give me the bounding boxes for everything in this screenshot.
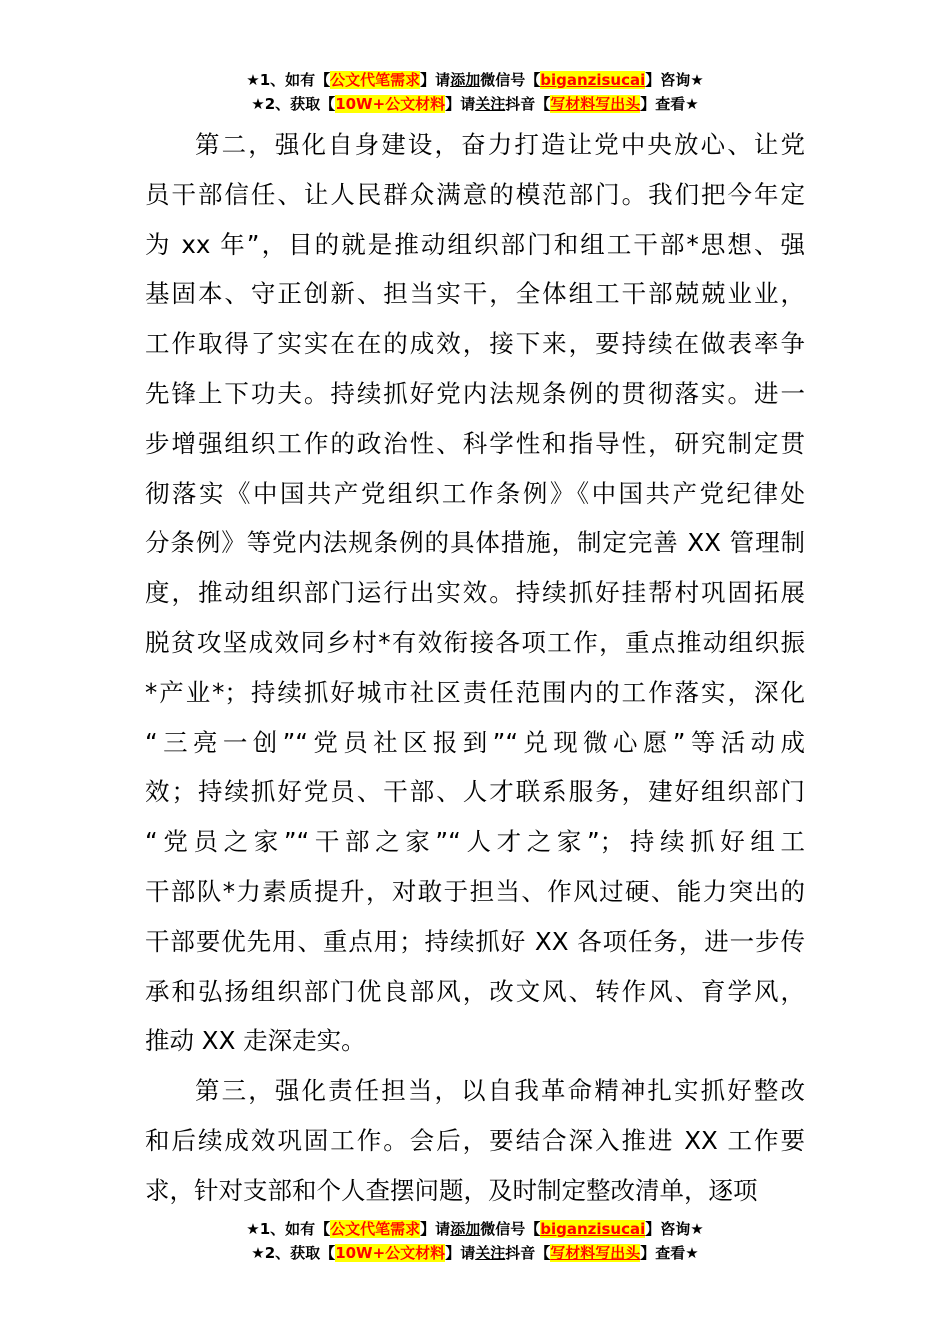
wechat-id: biganzisucai [540,1220,646,1238]
text-line: 第二，强化自身建设，奋力打造让党中央放心、让党 [195,130,805,159]
text-line: 度，推动组织部门运行出实效。持续抓好挂帮村巩固拓展 [145,578,805,608]
text: 抖音【 [505,95,551,113]
text-line: 基固本、守正创新、担当实干，全体组工干部兢兢业业， [145,279,805,309]
text-line: 脱贫攻坚成效同乡村*有效衔接各项工作，重点推动组织振 [145,627,805,657]
text: ★2、获取【 [251,1244,336,1262]
text: 】请 [445,1244,476,1262]
promo-line-1 [0,68,950,92]
text-line: 承和弘扬组织部门优良部风，改文风、转作风、育学风， [145,976,805,1006]
text: ★1、如有【 [246,71,331,89]
promo-banner-top [0,68,950,116]
text: 微信号【 [480,1220,541,1238]
text: 】请 [420,71,451,89]
text-line: 分条例》等党内法规条例的具体措施，制定完善 XX 管理制 [145,528,805,558]
underline-text: 添加 [450,71,481,89]
text-line: “党员之家”“干部之家”“人才之家”；持续抓好组工 [145,827,805,857]
promo-line-2 [0,92,950,116]
text-line: 求，针对支部和个人查摆问题，及时制定整改清单，逐项 [145,1175,758,1205]
text-line: 干部队*力素质提升，对敢于担当、作风过硬、能力突出的 [145,876,805,906]
text: ★1、如有【 [246,1220,331,1238]
text-line: 第三，强化责任担当，以自我革命精神扎实抓好整改 [195,1076,805,1106]
text-line: “三亮一创”“党员社区报到”“兑现微心愿”等活动成 [145,727,805,757]
text-line: 彻落实《中国共产党组织工作条例》《中国共产党纪律处 [145,478,805,508]
text-line: 先锋上下功夫。持续抓好党内法规条例的贯彻落实。进一 [145,378,805,408]
underline-text: 添加 [450,1220,481,1238]
text: 】请 [420,1220,451,1238]
highlight: 公文代笔需求 [330,71,421,89]
underline-text: 关注 [475,1244,506,1262]
text: 】查看★ [640,1244,699,1262]
text: 】查看★ [640,95,699,113]
text: 】请 [445,95,476,113]
text: 】咨询★ [645,71,704,89]
promo-line-1 [0,1217,950,1241]
text: ★2、获取【 [251,95,336,113]
highlight: 公文代笔需求 [330,1220,421,1238]
underline-text: 关注 [475,95,506,113]
promo-line-2 [0,1241,950,1265]
body-text [145,120,805,1216]
highlight: 10W+公文材料 [335,95,446,113]
text: 】咨询★ [645,1220,704,1238]
text-line: 推动 XX 走深走实。 [145,1026,366,1056]
text-line: *产业*；持续抓好城市社区责任范围内的工作落实，深化 [145,677,805,707]
wechat-id: biganzisucai [540,71,646,89]
text-line: 干部要优先用、重点用；持续抓好 XX 各项任务，进一步传 [145,926,805,956]
promo-banner-bottom [0,1217,950,1265]
text-line: 效；持续抓好党员、干部、人才联系服务，建好组织部门 [145,777,805,807]
douyin-account: 写材料写出头 [550,1244,641,1262]
text-line: 步增强组织工作的政治性、科学性和指导性，研究制定贯 [145,428,805,458]
text-line: 员干部信任、让人民群众满意的模范部门。我们把今年定 [145,179,805,209]
text-line: 和后续成效巩固工作。会后，要结合深入推进 XX 工作要 [145,1125,805,1155]
text: 抖音【 [505,1244,551,1262]
text: 微信号【 [480,71,541,89]
text-line: 工作取得了实实在在的成效，接下来，要持续在做表率争 [145,329,805,359]
douyin-account: 写材料写出头 [550,95,641,113]
text-line: 为 xx 年”，目的就是推动组织部门和组工干部*思想、强 [145,229,805,259]
highlight: 10W+公文材料 [335,1244,446,1262]
